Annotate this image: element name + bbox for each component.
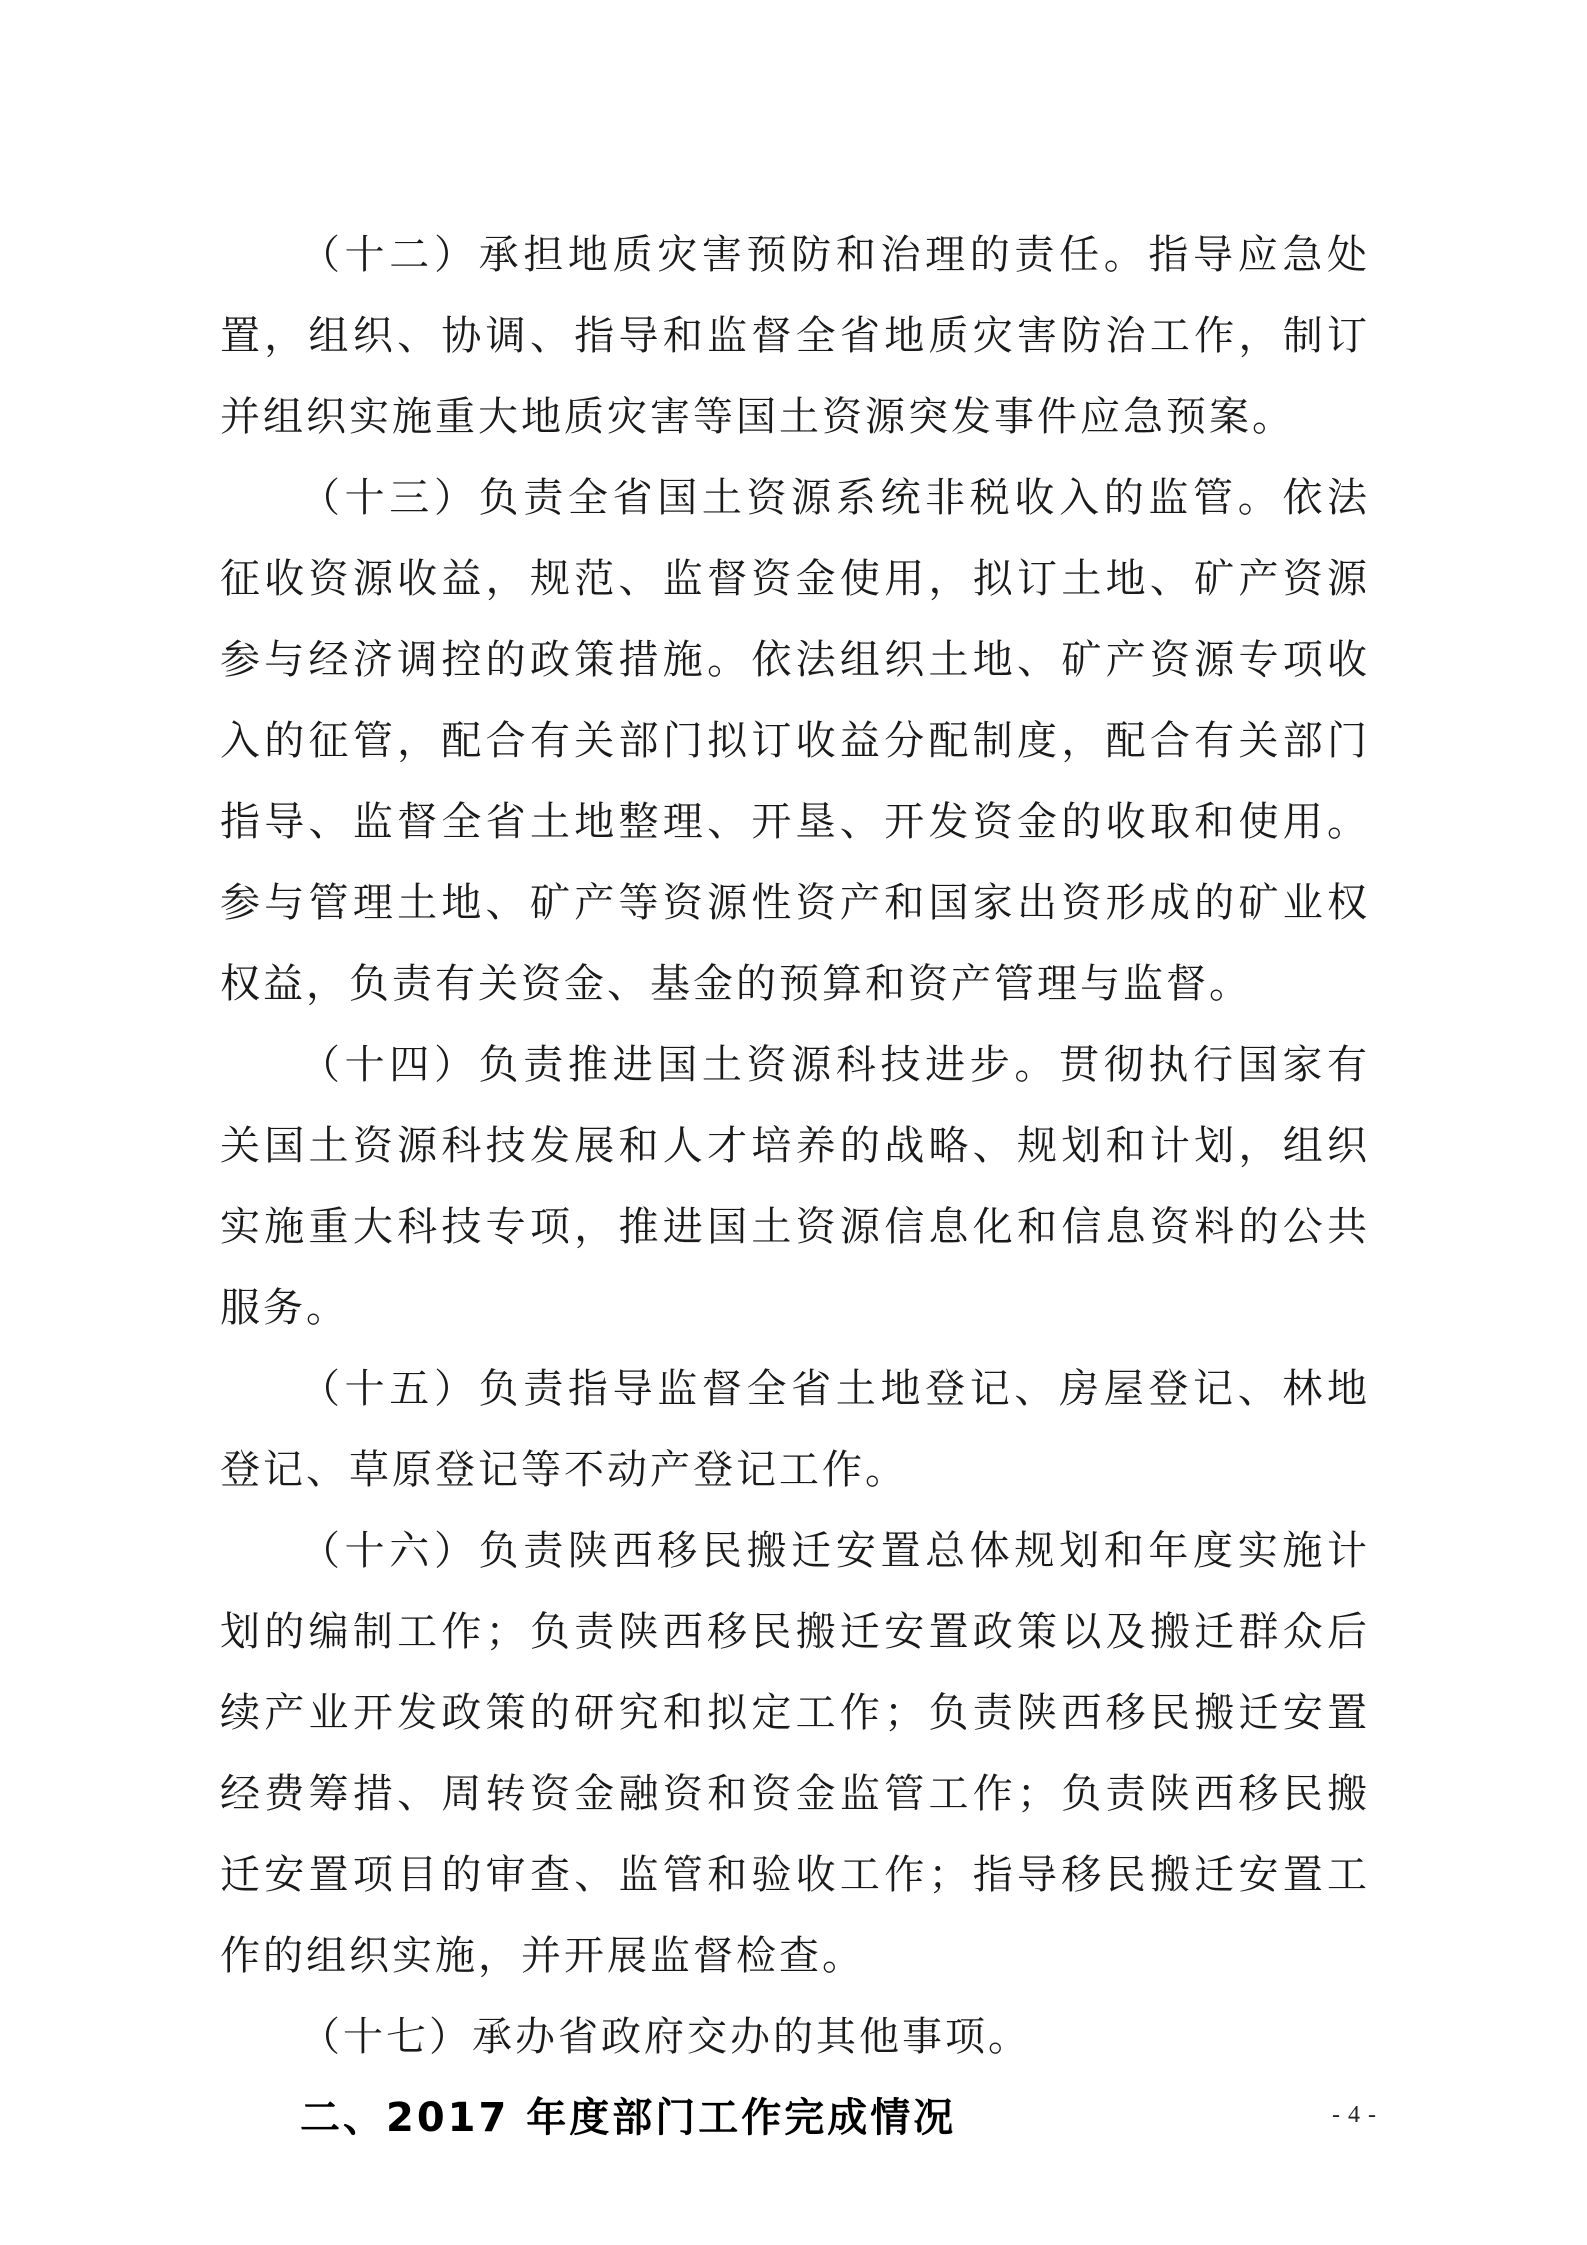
paragraph-13: （十三）负责全省国土资源系统非税收入的监管。依法征收资源收益，规范、监督资金使用，拟订土地、矿产资源参与经济调控的政策措施。依法组织土地、矿产资源专项收入的征管，配合有关部门拟订收益分配制度，配合有关部门指导、监督全省土地整理、开垦、开发资金的收取和使用。参与管理土地、矿产等资源性资产和国家出资形成的矿业权权益，负责有关资金、基金的预算和资产管理与监督。 [220,475,1370,1007]
paragraph-14: （十四）负责推进国土资源科技进步。贯彻执行国家有关国土资源科技发展和人才培养的战略、规划和计划，组织实施重大科技专项，推进国土资源信息化和信息资料的公共服务。 [220,1042,1370,1331]
paragraph-12: （十二）承担地质灾害预防和治理的责任。指导应急处置，组织、协调、指导和监督全省地质灾害防治工作，制订并组织实施重大地质灾害等国土资源突发事件应急预案。 [220,232,1370,440]
section-heading: 二、2017 年度部门工作完成情况 [300,2095,957,2141]
body-text [220,215,1370,2159]
page-number: - 4 - [1332,2102,1377,2128]
paragraph-15: （十五）负责指导监督全省土地登记、房屋登记、林地登记、草原登记等不动产登记工作。 [220,1366,1370,1493]
paragraph-16: （十六）负责陕西移民搬迁安置总体规划和年度实施计划的编制工作；负责陕西移民搬迁安置政策以及搬迁群众后续产业开发政策的研究和拟定工作；负责陕西移民搬迁安置经费筹措、周转资金融资和资金监管工作；负责陕西移民搬迁安置项目的审查、监管和验收工作；指导移民搬迁安置工作的组织实施，并开展监督检查。 [220,1528,1370,1979]
paragraph-17: （十七）承办省政府交办的其他事项。 [300,2014,1031,2060]
